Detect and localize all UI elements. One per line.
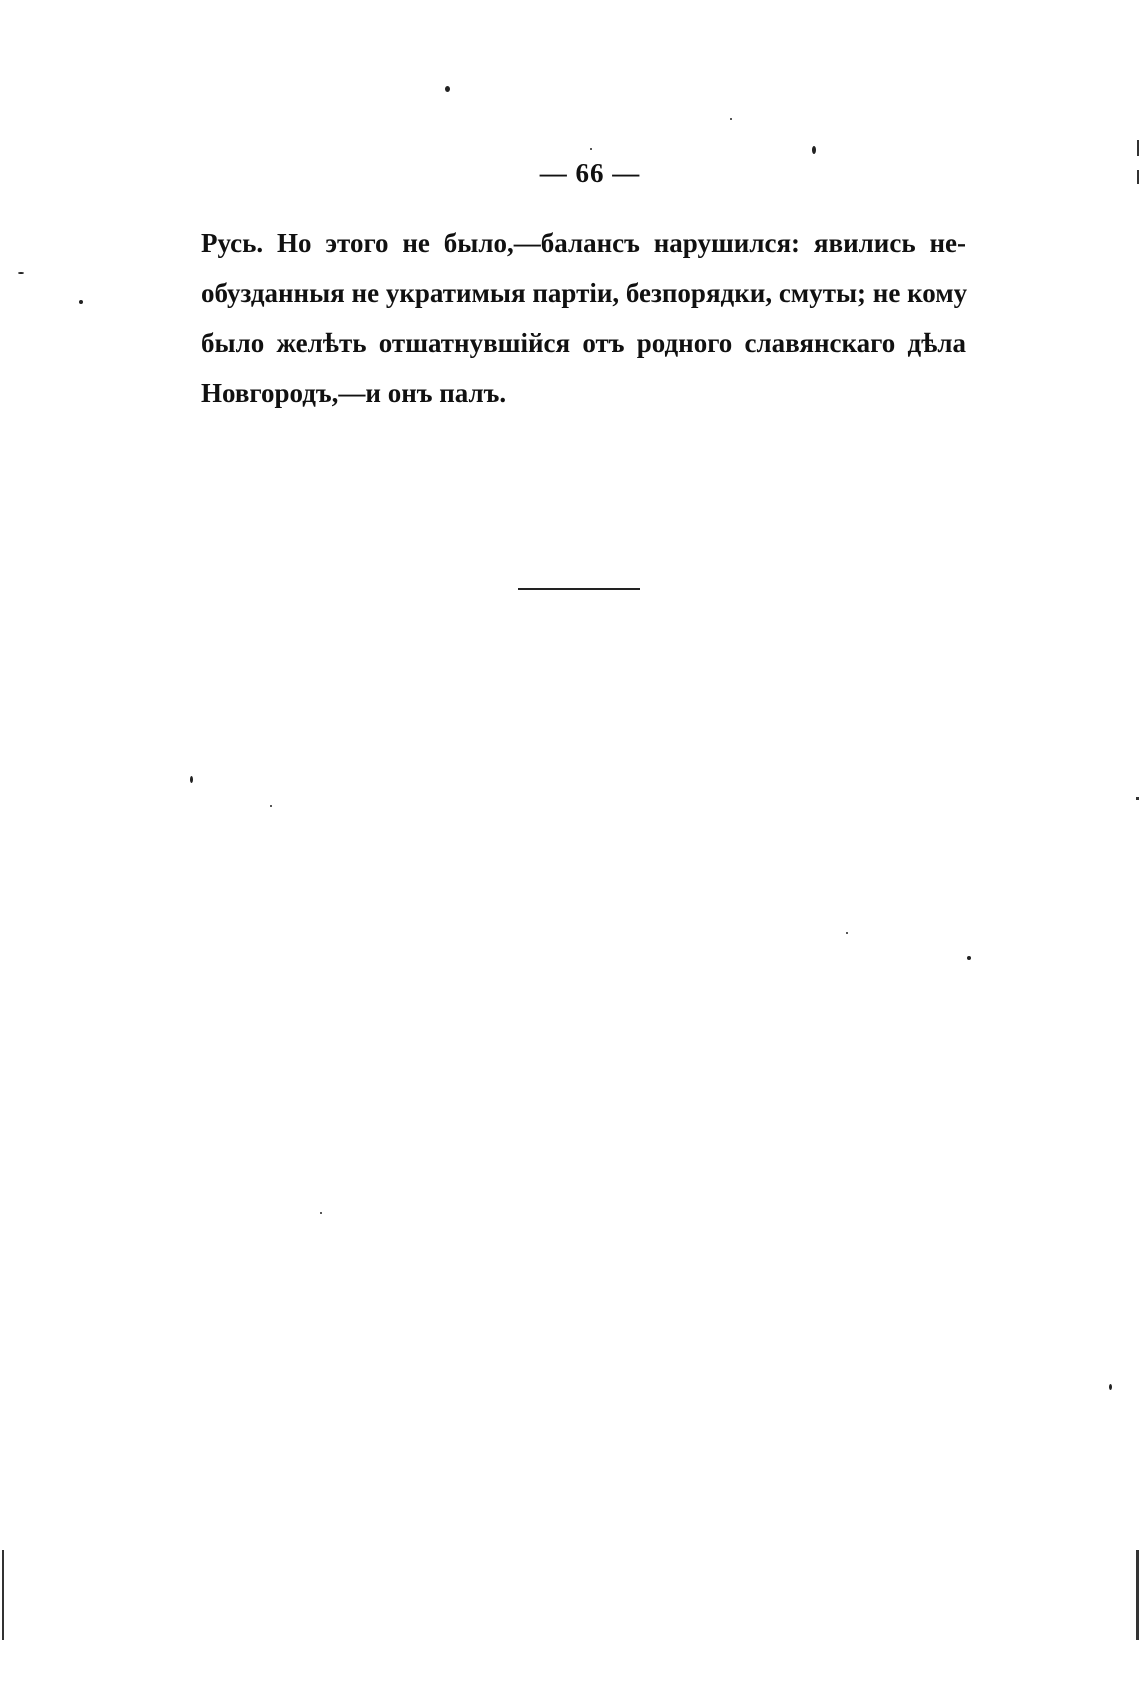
scan-speck [590, 148, 592, 150]
scan-speck [270, 805, 272, 807]
scan-speck [730, 118, 732, 120]
scan-edge-mark [2, 1550, 4, 1640]
body-paragraph [201, 218, 966, 418]
scan-speck [846, 932, 848, 934]
page-number: — 66 — [539, 158, 641, 188]
scan-speck [1109, 1384, 1112, 1390]
text-line: Русь. Но этого не было,—балансъ нарушился: явились не- [201, 228, 966, 258]
scan-speck [320, 1212, 322, 1214]
scan-edge-mark [1136, 1550, 1139, 1640]
scan-speck [190, 776, 193, 783]
scan-speck [812, 146, 816, 154]
scan-speck [79, 300, 83, 304]
scan-edge-mark [1137, 170, 1139, 184]
text-line: Новгородъ,—и онъ палъ. [201, 378, 507, 408]
text-line: обузданныя не укратимыя партіи, безпорядки, смуты; не кому [201, 278, 968, 308]
scan-speck [445, 86, 450, 92]
scan-speck [967, 956, 971, 960]
text-line: было желѣть отшатнувшійся отъ родного славянскаго дѣла [201, 328, 966, 358]
scan-edge-mark [1136, 797, 1139, 800]
scan-edge-mark [1137, 140, 1139, 156]
section-divider-rule [518, 588, 640, 590]
scan-speck [18, 272, 24, 274]
